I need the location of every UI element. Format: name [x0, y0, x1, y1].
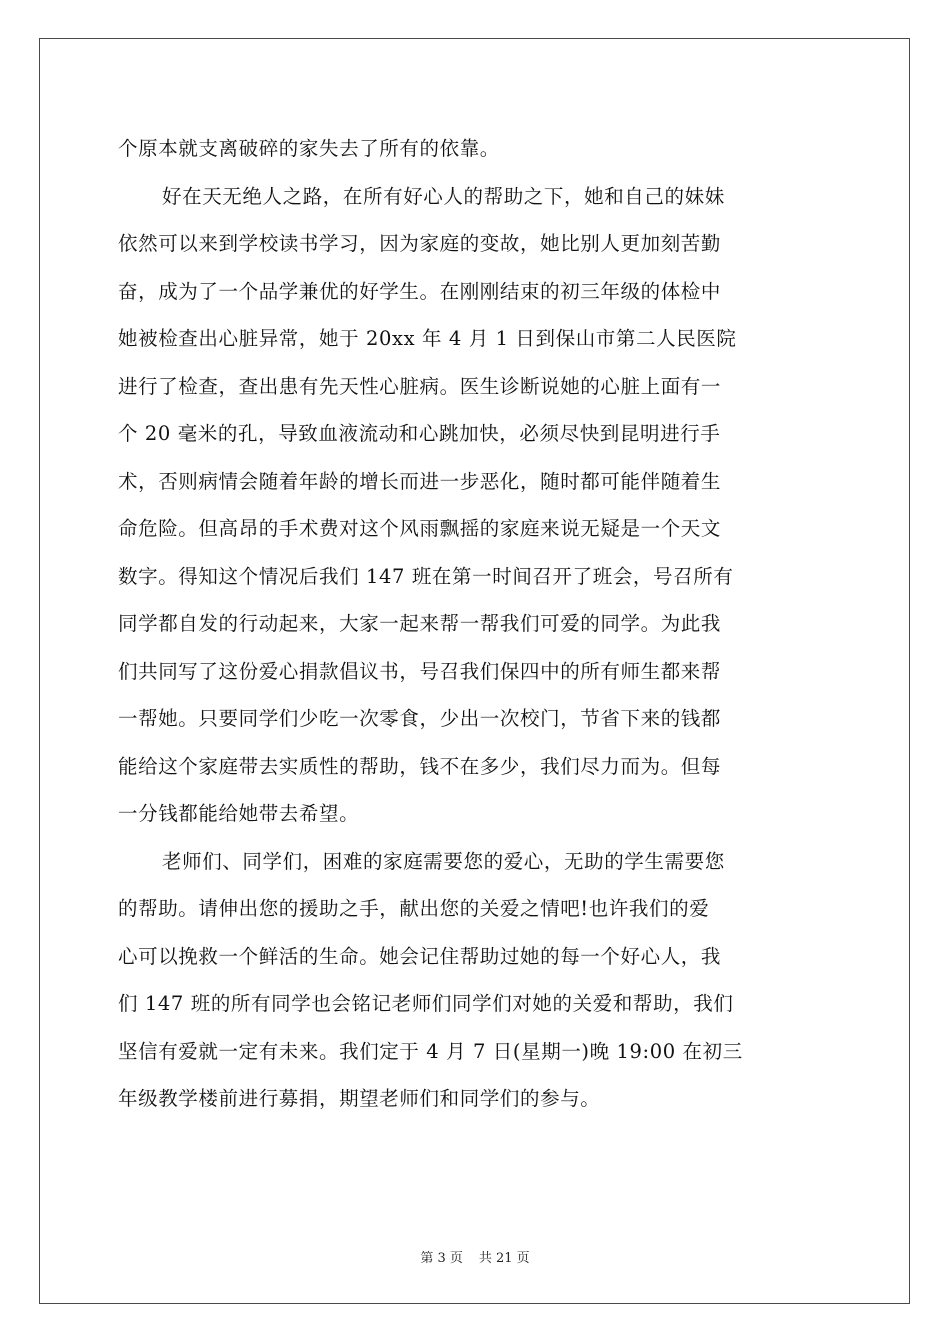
text-line: 坚信有爱就一定有未来。我们定于 4 月 7 日(星期一)晚 19:00 在初三 — [118, 1039, 743, 1063]
paragraph-start-line: 好在天无绝人之路，在所有好心人的帮助之下，她和自己的妹妹 — [162, 184, 725, 208]
total-pages: 共 21 页 — [478, 1251, 530, 1266]
text-line: 们共同写了这份爱心捐款倡议书，号召我们保四中的所有师生都来帮 — [118, 659, 722, 683]
text-line: 们 147 班的所有同学也会铭记老师们同学们对她的关爱和帮助，我们 — [118, 992, 734, 1015]
page-footer — [0, 1247, 950, 1266]
text-line: 术，否则病情会随着年龄的增长而进一步恶化，随时都可能伴随着生 — [118, 469, 722, 493]
text-line: 能给这个家庭带去实质性的帮助，钱不在多少，我们尽力而为。但每 — [118, 754, 722, 778]
text-line: 命危险。但高昂的手术费对这个风雨飘摇的家庭来说无疑是一个天文 — [118, 517, 722, 540]
text-line: 一分钱都能给她带去希望。 — [118, 802, 360, 825]
document-body — [118, 125, 834, 1123]
text-line: 数字。得知这个情况后我们 147 班在第一时间召开了班会，号召所有 — [118, 564, 734, 588]
text-line: 的帮助。请伸出您的援助之手，献出您的关爱之情吧!也许我们的爱 — [118, 897, 710, 920]
text-line: 奋，成为了一个品学兼优的好学生。在刚刚结束的初三年级的体检中 — [118, 279, 722, 303]
text-line: 依然可以来到学校读书学习，因为家庭的变故，她比别人更加刻苦勤 — [118, 232, 722, 255]
page-number: 第 3 页 — [420, 1251, 463, 1266]
text-line: 同学都自发的行动起来，大家一起来帮一帮我们可爱的同学。为此我 — [118, 612, 722, 635]
text-line: 一帮她。只要同学们少吃一次零食，少出一次校门，节省下来的钱都 — [118, 707, 722, 730]
text-line: 个原本就支离破碎的家失去了所有的依靠。 — [118, 137, 500, 160]
text-line: 进行了检查，查出患有先天性心脏病。医生诊断说她的心脏上面有一 — [118, 374, 722, 398]
paragraph-start-line: 老师们、同学们，困难的家庭需要您的爱心，无助的学生需要您 — [162, 849, 725, 873]
text-line: 个 20 毫米的孔，导致血液流动和心跳加快，必须尽快到昆明进行手 — [118, 422, 721, 445]
text-line: 年级教学楼前进行募捐，期望老师们和同学们的参与。 — [118, 1087, 601, 1110]
text-line: 心可以挽救一个鲜活的生命。她会记住帮助过她的每一个好心人，我 — [118, 944, 722, 968]
text-line: 她被检查出心脏异常，她于 20xx 年 4 月 1 日到保山市第二人民医院 — [118, 327, 737, 350]
